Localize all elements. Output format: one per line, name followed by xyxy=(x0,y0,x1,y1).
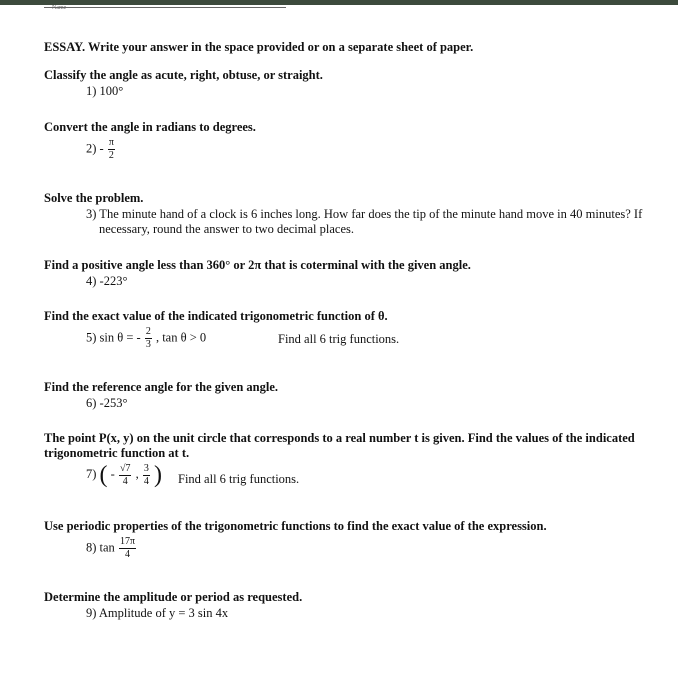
problem-8-denominator: 4 xyxy=(124,549,130,560)
problem-7-x-numerator: √7 xyxy=(119,462,131,474)
problem-6: 6) -253° xyxy=(86,396,128,410)
problem-8-label: 8) tan xyxy=(86,540,115,555)
name-label: Name xyxy=(52,5,67,11)
problem-5-condition: , tan θ > 0 xyxy=(155,330,207,345)
problem-5 xyxy=(86,327,206,350)
s5-heading: Find the exact value of the indicated trigonometric function of θ. xyxy=(44,309,388,323)
problem-2-numerator: π xyxy=(108,137,114,148)
problem-7-right-paren: ) xyxy=(153,462,162,488)
s4-heading: Find a positive angle less than 360° or 2π that is coterminal with the given angle. xyxy=(44,258,471,272)
problem-7-y-numerator: 3 xyxy=(143,462,149,474)
top-bar xyxy=(0,0,678,5)
problem-2-fraction xyxy=(108,138,115,161)
s8-heading: Use periodic properties of the trigonometric functions to find the exact value of the expression. xyxy=(44,519,547,533)
problem-3-line1: 3) The minute hand of a clock is 6 inches long. How far does the tip of the minute hand move in 40 minutes? If xyxy=(86,207,643,221)
problem-5-fraction xyxy=(145,327,152,350)
s6-heading: Find the reference angle for the given angle. xyxy=(44,380,278,394)
problem-7-fraction-y xyxy=(143,464,150,487)
problem-8-fraction xyxy=(119,537,136,560)
s3-heading: Solve the problem. xyxy=(44,191,144,205)
problem-7-x-denominator: 4 xyxy=(122,475,128,487)
problem-2-label: 2) - xyxy=(86,141,104,156)
instructions: ESSAY. Write your answer in the space provided or on a separate sheet of paper. xyxy=(44,40,474,54)
s7-heading-line1: The point P(x, y) on the unit circle that corresponds to a real number t is given. Find the values of the indicated xyxy=(44,431,635,445)
problem-7-y-denominator: 4 xyxy=(143,475,149,487)
problem-4: 4) -223° xyxy=(86,274,128,288)
problem-8-numerator: 17π xyxy=(119,536,135,547)
problem-7-note: Find all 6 trig functions. xyxy=(178,472,300,486)
problem-7-comma: , xyxy=(135,466,139,481)
problem-9: 9) Amplitude of y = 3 sin 4x xyxy=(86,606,229,620)
problem-7-fraction-x xyxy=(119,464,132,487)
problem-7-left-paren: ( xyxy=(99,462,108,488)
problem-2-denominator: 2 xyxy=(108,150,114,161)
problem-2 xyxy=(86,138,116,161)
problem-7-label: 7) xyxy=(86,466,97,481)
problem-5-note: Find all 6 trig functions. xyxy=(278,332,400,346)
problem-7 xyxy=(86,463,162,487)
name-line xyxy=(44,7,286,8)
s1-heading: Classify the angle as acute, right, obtuse, or straight. xyxy=(44,68,323,82)
problem-5-denominator: 3 xyxy=(145,339,151,350)
problem-5-numerator: 2 xyxy=(145,326,151,337)
s2-heading: Convert the angle in radians to degrees. xyxy=(44,120,256,134)
problem-1: 1) 100° xyxy=(86,84,124,98)
s7-heading-line2: trigonometric function at t. xyxy=(44,446,190,460)
problem-5-label: 5) sin θ = - xyxy=(86,330,141,345)
problem-3-line2: necessary, round the answer to two decimal places. xyxy=(99,222,354,236)
s9-heading: Determine the amplitude or period as requested. xyxy=(44,590,303,604)
problem-7-negative: - xyxy=(110,466,115,481)
problem-8 xyxy=(86,537,137,560)
